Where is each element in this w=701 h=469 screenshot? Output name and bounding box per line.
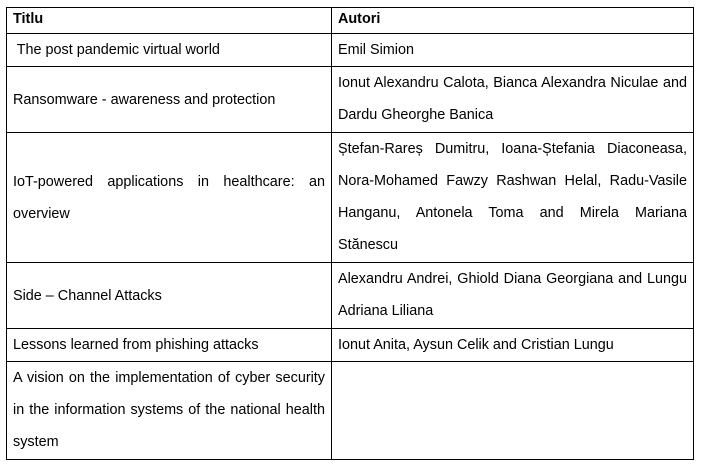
title-cell: Ransomware - awareness and protection — [7, 67, 332, 133]
authors-cell: Ionut Anita, Aysun Celik and Cristian Lungu — [332, 329, 694, 362]
title-cell: IoT-powered applications in healthcare: an overview — [7, 133, 332, 263]
table-row — [7, 362, 694, 460]
authors-cell: Alexandru Andrei, Ghiold Diana Georgiana and Lungu Adriana Liliana — [332, 263, 694, 329]
title-cell: The post pandemic virtual world — [7, 34, 332, 67]
title-cell: A vision on the implementation of cyber security in the information systems of the national health system — [7, 362, 332, 460]
column-header-authors: Autori — [332, 8, 694, 34]
table-row — [7, 263, 694, 329]
authors-cell — [332, 362, 694, 460]
table-row — [7, 67, 694, 133]
title-cell: Lessons learned from phishing attacks — [7, 329, 332, 362]
authors-cell: Ionut Alexandru Calota, Bianca Alexandra Niculae and Dardu Gheorghe Banica — [332, 67, 694, 133]
table-row — [7, 133, 694, 263]
table-row — [7, 34, 694, 67]
authors-cell: Ștefan-Rareș Dumitru, Ioana-Ștefania Diaconeasa, Nora-Mohamed Fawzy Rashwan Helal, Radu-Vasile Hanganu, Antonela Toma and Mirela Mariana Stănescu — [332, 133, 694, 263]
papers-table — [6, 7, 694, 460]
table-row — [7, 329, 694, 362]
header-row — [7, 8, 694, 34]
authors-cell: Emil Simion — [332, 34, 694, 67]
column-header-title: Titlu — [7, 8, 332, 34]
title-cell: Side – Channel Attacks — [7, 263, 332, 329]
